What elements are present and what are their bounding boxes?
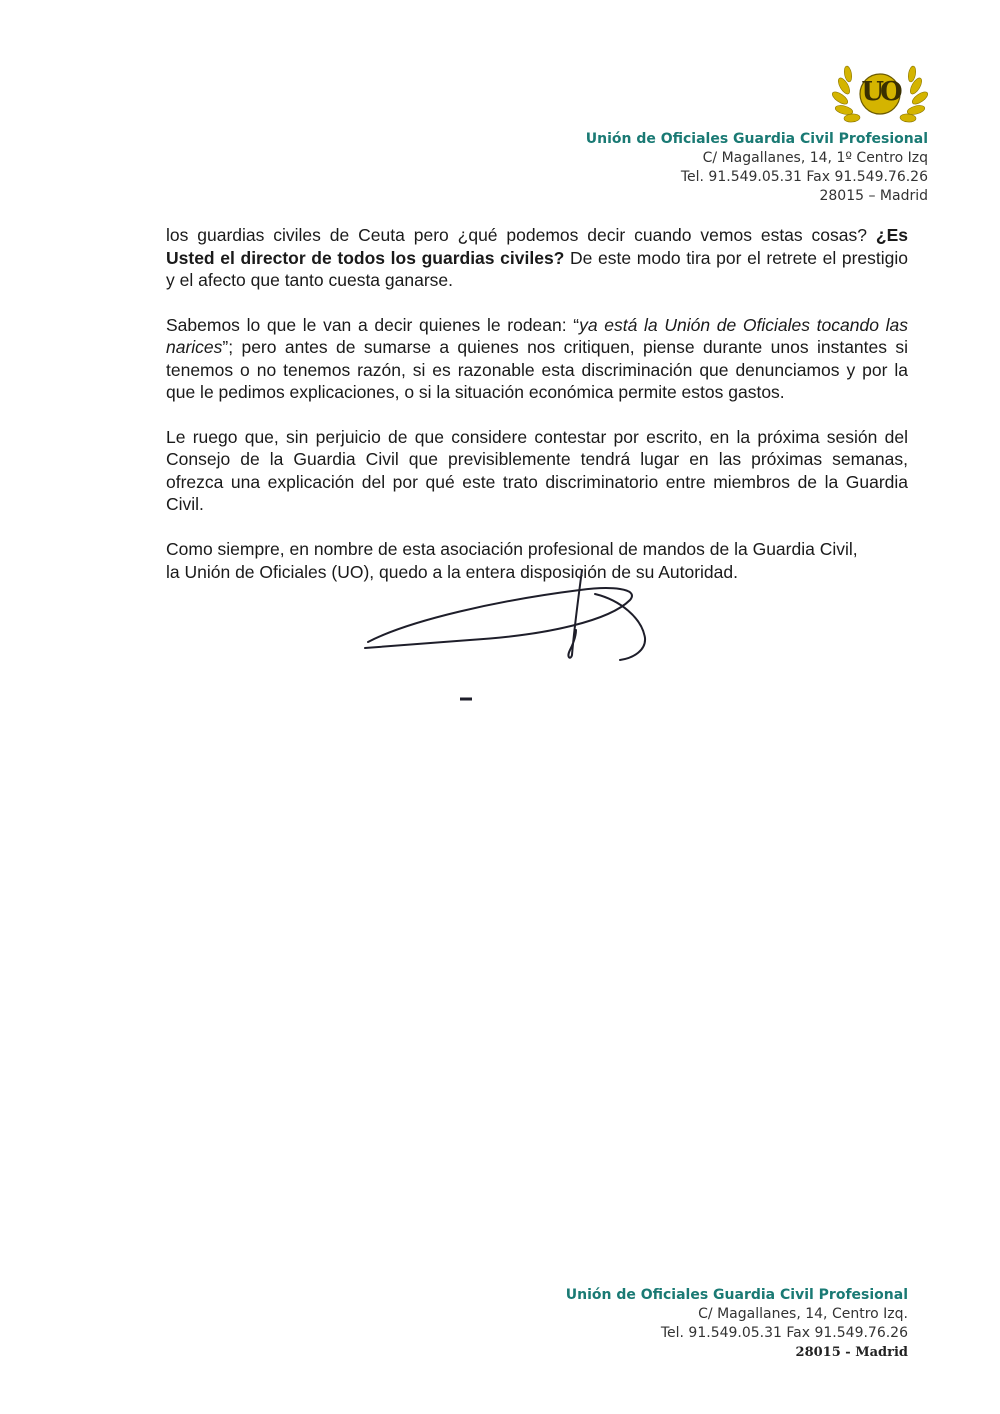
footer-city: 28015 - Madrid — [795, 1345, 908, 1360]
footer-phone: Tel. 91.549.05.31 Fax 91.549.76.26 — [660, 1325, 908, 1341]
paragraph-2-text-b: ”; pero antes de sumarse a quienes nos critiquen, piense durante unos instantes si tenemos o no tenemos razón, si es razonable esta discriminación que denunciamos y por la que le pedimos explicaciones, o si la situación económica permite estos gastos. — [166, 337, 908, 402]
paragraph-1-bold: ¿Es Usted el director de todos los guardias civiles? — [166, 225, 908, 268]
paragraph-1 — [166, 224, 908, 292]
letterhead — [586, 130, 928, 206]
header-city: 28015 – Madrid — [819, 188, 928, 204]
paragraph-3: Le ruego que, sin perjuicio de que considere contestar por escrito, en la próxima sesión del Consejo de la Guardia Civil que previsiblemente tendrá lugar en las próximas semanas, ofrezca una explicación del por qué este trato discriminatorio entre miembros de la Guardia Civil. — [166, 426, 908, 514]
paragraph-1-text-a: los guardias civiles de Ceuta pero ¿qué podemos decir cuando vemos estas cosas? — [166, 225, 876, 245]
paragraph-1-text-b: De este modo tira por el retrete el prestigio y el afecto que tanto cuesta ganarse. — [166, 247, 908, 290]
footer-org-name: Unión de Oficiales Guardia Civil Profesional — [565, 1287, 908, 1303]
signature — [350, 560, 730, 720]
letter-body — [166, 224, 908, 606]
paragraph-2 — [166, 314, 908, 404]
paragraph-2-text-a: Sabemos lo que le van a decir quienes le rodean: “ — [166, 314, 580, 335]
footer-address: C/ Magallanes, 14, Centro Izq. — [698, 1306, 908, 1322]
paragraph-2-italic: ya está la Unión de Oficiales tocando las narices — [166, 314, 908, 357]
paragraph-4-line-1: Como siempre, en nombre de esta asociación profesional de mandos de la Guardia Civil, — [166, 538, 858, 559]
header-phone: Tel. 91.549.05.31 Fax 91.549.76.26 — [680, 169, 928, 185]
uo-logo — [830, 58, 930, 130]
paragraph-4-line-2: la Unión de Oficiales (UO), quedo a la entera disposición de su Autoridad. — [166, 561, 738, 582]
header-address: C/ Magallanes, 14, 1º Centro Izq — [702, 150, 928, 166]
page-footer — [566, 1286, 908, 1362]
logo-text: UO — [861, 77, 899, 107]
header-org-name: Unión de Oficiales Guardia Civil Profesional — [585, 131, 928, 147]
signature-icon — [350, 560, 730, 720]
